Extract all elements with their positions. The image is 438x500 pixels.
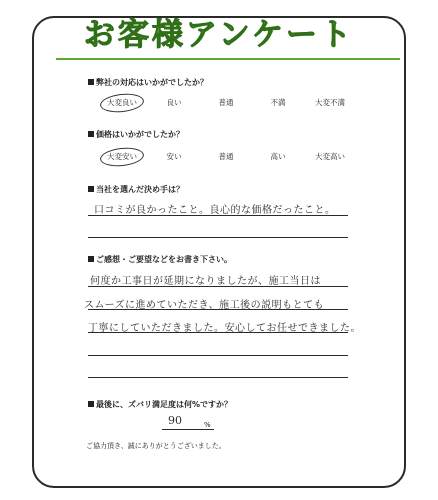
- decision-answer[interactable]: 口コミが良かったこと。良心的な価格だったこと。: [94, 205, 336, 216]
- title-underline: [56, 58, 400, 60]
- thank-you-note: ご協力頂き、誠にありがとうございました。: [86, 442, 226, 450]
- percent-unit: %: [204, 421, 211, 429]
- answer-line: [88, 355, 348, 356]
- square-bullet-icon: [88, 401, 94, 407]
- answer-line: [88, 237, 348, 238]
- service-option-4[interactable]: 不満: [270, 98, 286, 107]
- service-options: [96, 97, 356, 108]
- answer-line: [88, 309, 348, 310]
- question-decision: 当社を選んだ決め手は？: [88, 184, 184, 195]
- satisfaction-line: [162, 429, 214, 430]
- price-option-2[interactable]: 安い: [166, 152, 182, 161]
- price-option-3[interactable]: 普通: [218, 152, 234, 161]
- square-bullet-icon: [88, 256, 94, 262]
- service-option-5[interactable]: 大変不満: [315, 98, 345, 107]
- question-comments: ご感想・ご要望などをお書き下さい。: [88, 254, 232, 265]
- satisfaction-value[interactable]: 90: [168, 414, 182, 427]
- price-option-1[interactable]: 大変安い: [96, 151, 148, 162]
- answer-line: [88, 377, 348, 378]
- service-option-2[interactable]: 良い: [166, 98, 182, 107]
- comment-line-2[interactable]: スムーズに進めていただき、施工後の説明もとても: [84, 300, 325, 311]
- comment-line-3[interactable]: 丁寧にしていただきました。安心してお任せできました。: [88, 323, 361, 334]
- service-option-3[interactable]: 普通: [218, 98, 234, 107]
- answer-line: [88, 215, 348, 216]
- square-bullet-icon: [88, 79, 94, 85]
- question-satisfaction: 最後に、ズバリ満足度は何%ですか？: [88, 399, 232, 410]
- price-options: [96, 151, 356, 162]
- question-price: 価格はいかがでしたか？: [88, 129, 184, 140]
- square-bullet-icon: [88, 186, 94, 192]
- comment-line-1[interactable]: 何度か工事日が延期になりましたが、施工当日は: [90, 276, 321, 287]
- answer-line: [88, 286, 348, 287]
- survey-title: お客様アンケート: [83, 17, 355, 53]
- question-service: 弊社の対応はいかがでしたか？: [88, 77, 208, 88]
- price-option-5[interactable]: 大変高い: [315, 152, 345, 161]
- answer-line: [88, 332, 348, 333]
- price-option-4[interactable]: 高い: [270, 152, 286, 161]
- service-option-1[interactable]: 大変良い: [96, 97, 148, 108]
- square-bullet-icon: [88, 131, 94, 137]
